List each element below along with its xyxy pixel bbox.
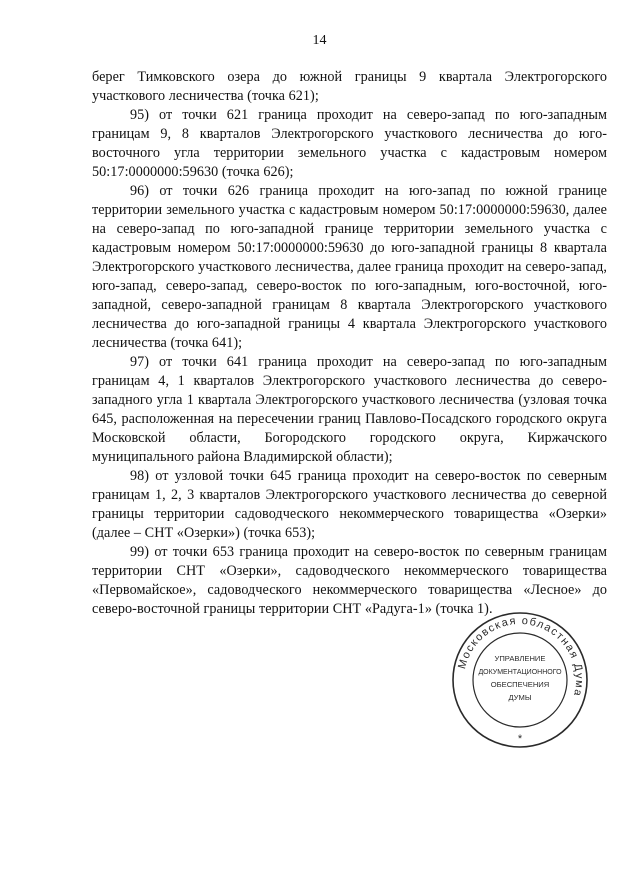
paragraph-item-95: 95) от точки 621 граница проходит на северо-запад по юго-западным границам 9, 8 кварталов Электрогорского участкового лесничества до юго-восточного угла территории земельного участка с кадастровым номером 50:17:0000000:59630 (точка 626);: [92, 107, 607, 180]
paragraph-item-96: 96) от точки 626 граница проходит на юго-запад по южной границе территории земельного участка с кадастровым номером 50:17:0000000:59630, далее на северо-запад по юго-западной границе территории земельного участка с кадастровым номером 50:17:0000000:59630 до юго-западной границы 8 квартала Электрогорского участкового лесничества, далее граница проходит на северо-запад, юго-запад, северо-запад, северо-восток по юго-западным, юго-восточной, юго-западной, северо-западной границам 8 квартала Электрогорского участкового лесничества до юго-западной границы 4 квартала Электрогорского участкового лесничества (точка 641);: [92, 183, 607, 351]
stamp-center-line-4: ДУМЫ: [508, 693, 532, 702]
paragraph-continuation: берег Тимковского озера до южной границы 9 квартала Электрогорского участкового лесничества (точка 621);: [92, 69, 607, 104]
stamp-center-line-1: УПРАВЛЕНИЕ: [494, 654, 546, 663]
paragraph-item-98: 98) от узловой точки 645 граница проходит на северо-восток по северным границам 1, 2, 3 кварталов Электрогорского участкового лесничества до северной границы территории садоводческого некоммерческого товарищества «Озерки» (далее – СНТ «Озерки») (точка 653);: [92, 468, 607, 541]
stamp-center-line-2: ДОКУМЕНТАЦИОННОГО: [478, 669, 562, 676]
stamp-ring-text: Московская областная Дума: [456, 614, 586, 699]
paragraph-item-97: 97) от точки 641 граница проходит на северо-запад по юго-западным границам 4, 1 кварталов Электрогорского участкового лесничества до северо-западного угла 1 квартала Электрогорского участкового лесничества (узловая точка 645, расположенная на пересечении границ Павлово-Посадского городского округа Московской области, Богородского городского округа, Киржачского муниципального района Владимирской области);: [92, 354, 607, 465]
stamp-center-line-3: ОБЕСПЕЧЕНИЯ: [490, 680, 550, 689]
document-body: [92, 68, 607, 619]
office-stamp: [451, 611, 589, 749]
stamp-star: *: [517, 733, 523, 745]
paragraph-item-99: 99) от точки 653 граница проходит на северо-восток по северным границам территории СНТ «Озерки», садоводческого некоммерческого товарищества «Первомайское», садоводческого некоммерческого товарищества «Лесное» до северо-восточной границы территории СНТ «Радуга-1» (точка 1).: [92, 544, 607, 617]
page-number: 14: [312, 33, 327, 48]
